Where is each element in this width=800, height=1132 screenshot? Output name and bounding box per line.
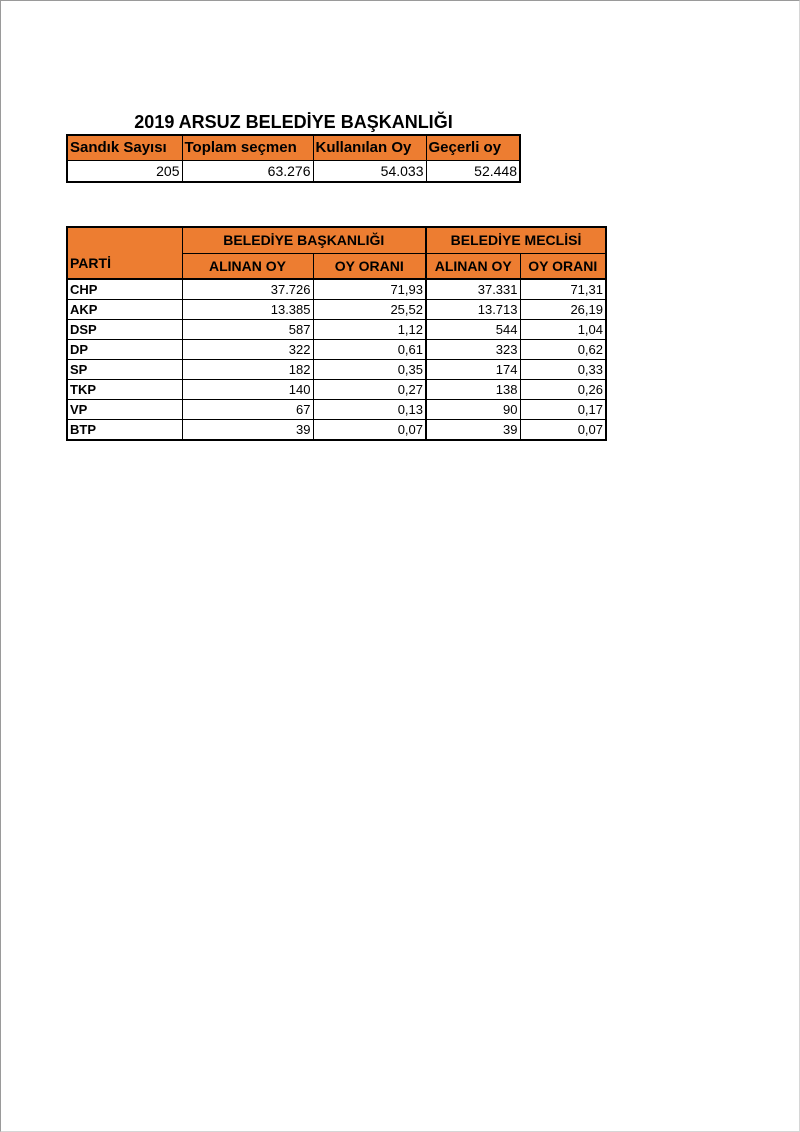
mayor-rate: 0,07 — [313, 420, 426, 441]
council-rate: 0,33 — [520, 360, 606, 380]
party-name: DP — [67, 340, 182, 360]
council-votes-header: ALINAN OY — [426, 254, 520, 280]
mayor-votes: 67 — [182, 400, 313, 420]
summary-header-ballot-boxes: Sandık Sayısı — [67, 135, 182, 161]
council-rate: 0,62 — [520, 340, 606, 360]
table-row — [67, 420, 606, 441]
mayor-rate: 0,27 — [313, 380, 426, 400]
council-rate: 0,26 — [520, 380, 606, 400]
table-row — [67, 400, 606, 420]
document-title: 2019 ARSUZ BELEDİYE BAŞKANLIĞI — [134, 112, 453, 132]
council-votes: 39 — [426, 420, 520, 441]
table-row — [67, 360, 606, 380]
summary-value-row — [67, 161, 520, 183]
council-rate: 0,17 — [520, 400, 606, 420]
party-name: CHP — [67, 279, 182, 300]
council-rate-header: OY ORANI — [520, 254, 606, 280]
council-group-header: BELEDİYE MECLİSİ — [426, 227, 606, 254]
summary-value-total-voters: 63.276 — [182, 161, 313, 183]
party-name: BTP — [67, 420, 182, 441]
table-row — [67, 300, 606, 320]
table-row — [67, 279, 606, 300]
mayor-rate: 1,12 — [313, 320, 426, 340]
summary-value-votes-cast: 54.033 — [313, 161, 426, 183]
mayor-votes: 322 — [182, 340, 313, 360]
council-rate: 26,19 — [520, 300, 606, 320]
results-table — [66, 226, 607, 441]
council-votes: 90 — [426, 400, 520, 420]
council-votes: 174 — [426, 360, 520, 380]
table-row — [67, 320, 606, 340]
party-name: SP — [67, 360, 182, 380]
mayor-group-header: BELEDİYE BAŞKANLIĞI — [182, 227, 426, 254]
mayor-rate-header: OY ORANI — [313, 254, 426, 280]
council-votes: 544 — [426, 320, 520, 340]
mayor-votes: 37.726 — [182, 279, 313, 300]
mayor-rate: 71,93 — [313, 279, 426, 300]
summary-table — [66, 134, 521, 183]
council-votes: 138 — [426, 380, 520, 400]
council-votes: 37.331 — [426, 279, 520, 300]
mayor-votes: 13.385 — [182, 300, 313, 320]
council-rate: 1,04 — [520, 320, 606, 340]
summary-header-votes-cast: Kullanılan Oy — [313, 135, 426, 161]
table-row — [67, 340, 606, 360]
mayor-rate: 25,52 — [313, 300, 426, 320]
party-column-header: PARTİ — [67, 227, 182, 279]
mayor-votes: 587 — [182, 320, 313, 340]
mayor-votes-header: ALINAN OY — [182, 254, 313, 280]
mayor-votes: 39 — [182, 420, 313, 441]
summary-value-ballot-boxes: 205 — [67, 161, 182, 183]
council-votes: 323 — [426, 340, 520, 360]
party-name: TKP — [67, 380, 182, 400]
party-name: AKP — [67, 300, 182, 320]
council-rate: 0,07 — [520, 420, 606, 441]
results-group-header-row — [67, 227, 606, 254]
summary-value-valid-votes: 52.448 — [426, 161, 520, 183]
summary-header-total-voters: Toplam seçmen — [182, 135, 313, 161]
mayor-rate: 0,13 — [313, 400, 426, 420]
mayor-rate: 0,61 — [313, 340, 426, 360]
mayor-rate: 0,35 — [313, 360, 426, 380]
mayor-votes: 140 — [182, 380, 313, 400]
mayor-votes: 182 — [182, 360, 313, 380]
council-rate: 71,31 — [520, 279, 606, 300]
summary-header-row — [67, 135, 520, 161]
summary-header-valid-votes: Geçerli oy — [426, 135, 520, 161]
party-name: DSP — [67, 320, 182, 340]
party-name: VP — [67, 400, 182, 420]
council-votes: 13.713 — [426, 300, 520, 320]
table-row — [67, 380, 606, 400]
